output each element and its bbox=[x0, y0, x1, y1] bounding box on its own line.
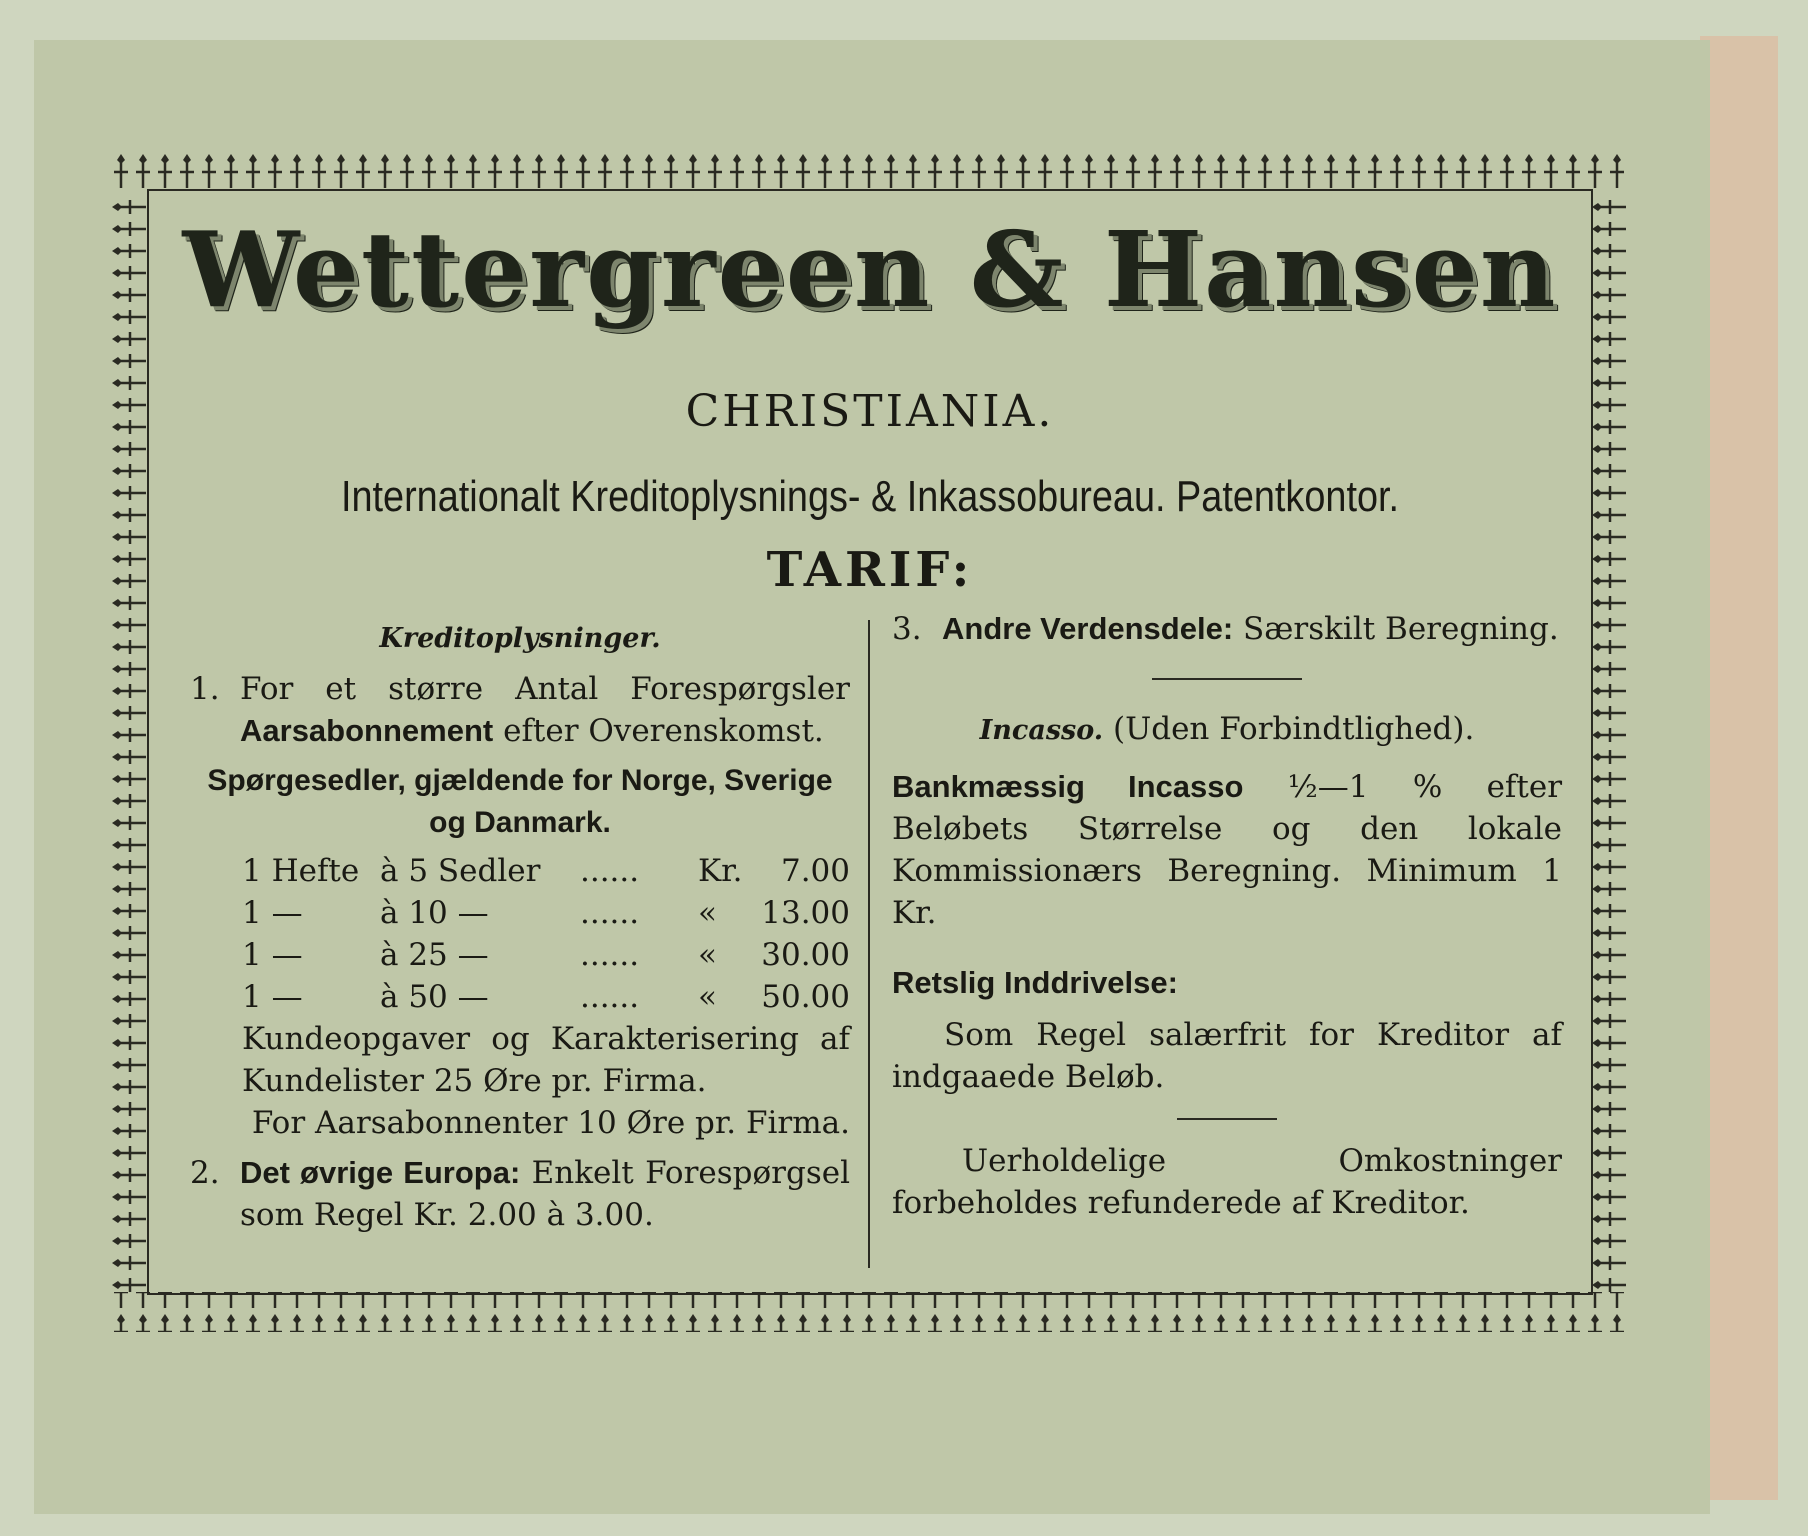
item2-bold: Det øvrige Europa: bbox=[240, 1155, 521, 1190]
incasso-title: Incasso. bbox=[979, 715, 1104, 746]
table-row: 1 — à 25 — ...... « 30.00 bbox=[242, 937, 850, 973]
incasso-line bbox=[892, 708, 1562, 752]
content-area bbox=[146, 188, 1594, 1296]
list-item-2 bbox=[190, 1152, 850, 1236]
separator-rule bbox=[1152, 678, 1302, 680]
item2-text: Enkelt Forespørgsel som Regel Kr. 2.00 à 3.00. bbox=[240, 1155, 851, 1233]
column-divider bbox=[868, 620, 870, 1268]
retslig-heading: Retslig Inddrivelse: bbox=[892, 965, 1178, 1000]
tarif-heading: TARIF: bbox=[766, 542, 974, 598]
table-row: 1 Hefte à 5 Sedler ...... Kr. 7.00 bbox=[242, 853, 850, 889]
bank-text: ½—1 % efter Beløbets Størrelse og den lokale Kommissionærs Beregning. Minimum 1 Kr. bbox=[892, 769, 1563, 931]
list-item-1 bbox=[190, 668, 850, 752]
final-text: Uerholdelige Omkostninger forbeholdes refunderede af Kreditor. bbox=[892, 1143, 1562, 1221]
bank-incasso bbox=[892, 766, 1562, 934]
item-number: 1. bbox=[190, 671, 220, 707]
paper-edge-strip bbox=[1700, 36, 1778, 1500]
price-table bbox=[190, 850, 850, 1018]
city-name: CHRISTIANIA. bbox=[685, 386, 1055, 437]
separator-rule bbox=[1177, 1118, 1277, 1120]
bank-bold: Bankmæssig Incasso bbox=[892, 769, 1244, 804]
table-row: 1 — à 50 — ...... « 50.00 bbox=[242, 979, 850, 1015]
item1-text-b: efter Overenskomst. bbox=[503, 713, 824, 749]
retslig-text: Som Regel salærfrit for Kreditor af indgaaede Beløb. bbox=[892, 1017, 1562, 1095]
item1-bold: Aarsabonnement bbox=[240, 713, 494, 748]
item3-text: Særskilt Beregning. bbox=[1243, 611, 1559, 647]
table-row: 1 — à 10 — ...... « 13.00 bbox=[242, 895, 850, 931]
item-number: 2. bbox=[190, 1155, 220, 1191]
item3-bold: Andre Verdensdele: bbox=[942, 611, 1234, 646]
kunde-text: Kundeopgaver og Karakterisering af Kundelister 25 Øre pr. Firma. bbox=[242, 1021, 850, 1099]
section-title-kreditoplysninger: Kreditoplysninger. bbox=[379, 623, 661, 654]
company-title: Wettergreen & Hansen bbox=[182, 208, 1558, 331]
subtitle: Internationalt Kreditoplysnings- & Inkassobureau. Patentkontor. bbox=[340, 472, 1400, 521]
right-column bbox=[892, 608, 1562, 1224]
left-column bbox=[190, 618, 850, 1236]
incasso-note: (Uden Forbindtlighed). bbox=[1113, 711, 1475, 747]
item-number: 3. bbox=[892, 611, 922, 647]
sporgesedler-heading: Spørgesedler, gjældende for Norge, Sverige og Danmark. bbox=[207, 764, 833, 839]
aarsabonnenter-text: For Aarsabonnenter 10 Øre pr. Firma. bbox=[251, 1105, 850, 1141]
list-item-3 bbox=[892, 608, 1562, 650]
item1-text-a: For et større Antal Forespørgsler bbox=[240, 671, 850, 707]
